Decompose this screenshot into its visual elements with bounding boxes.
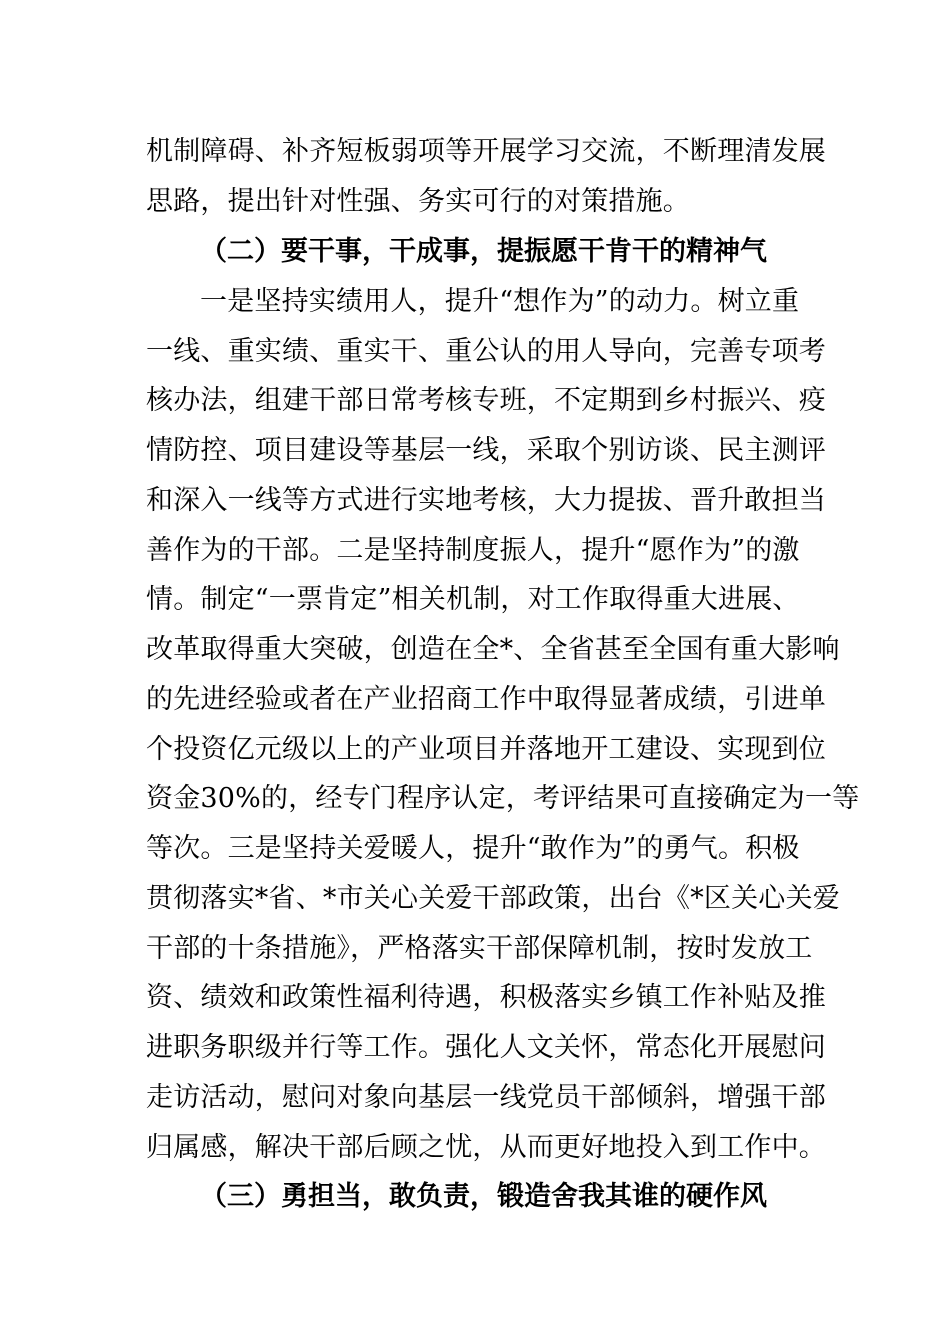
- paragraph-line: 一是坚持实绩用人，提升“想作为”的动力。树立重: [200, 286, 800, 317]
- paragraph-line: 等次。三是坚持关爱暖人，提升“敢作为”的勇气。积极: [146, 833, 800, 864]
- paragraph-line: 个投资亿元级以上的产业项目并落地开工建设、实现到位: [146, 734, 826, 765]
- paragraph-line: 核办法，组建干部日常考核专班，不定期到乡村振兴、疫: [146, 385, 826, 416]
- paragraph-line: 和深入一线等方式进行实地考核，大力提拔、晋升敢担当: [146, 485, 826, 516]
- paragraph-line: 一线、重实绩、重实干、重公认的用人导向，完善专项考: [146, 336, 826, 367]
- section-heading-3: （三）勇担当，敢负责，锻造舍我其谁的硬作风: [200, 1181, 767, 1212]
- paragraph-line: 归属感，解决干部后顾之忧，从而更好地投入到工作中。: [146, 1132, 826, 1163]
- paragraph-line: 贯彻落实*省、*市关心关爱干部政策，出台《*区关心关爱: [146, 883, 840, 914]
- paragraph-line: 干部的十条措施》，严格落实干部保障机制，按时发放工: [146, 933, 813, 964]
- paragraph-line: 思路，提出针对性强、务实可行的对策措施。: [146, 186, 690, 217]
- paragraph-line: 机制障碍、补齐短板弱项等开展学习交流，不断理清发展: [146, 136, 826, 167]
- paragraph-line: 进职务职级并行等工作。强化人文关怀，常态化开展慰问: [146, 1032, 826, 1063]
- paragraph-line: 情防控、项目建设等基层一线，采取个别访谈、民主测评: [146, 435, 826, 466]
- paragraph-line: 资金30%的，经专门程序认定，考评结果可直接确定为一等: [146, 783, 860, 814]
- paragraph-line: 的先进经验或者在产业招商工作中取得显著成绩，引进单: [146, 684, 826, 715]
- paragraph-line: 善作为的干部。二是坚持制度振人，提升“愿作为”的激: [146, 535, 800, 566]
- paragraph-line: 资、绩效和政策性福利待遇，积极落实乡镇工作补贴及推: [146, 982, 826, 1013]
- section-heading-2: （二）要干事，干成事，提振愿干肯干的精神气: [200, 236, 767, 267]
- paragraph-line: 改革取得重大突破，创造在全*、全省甚至全国有重大影响: [146, 634, 840, 665]
- paragraph-line: 走访活动，慰问对象向基层一线党员干部倾斜，增强干部: [146, 1082, 826, 1113]
- paragraph-line: 情。制定“一票肯定”相关机制，对工作取得重大进展、: [146, 584, 800, 615]
